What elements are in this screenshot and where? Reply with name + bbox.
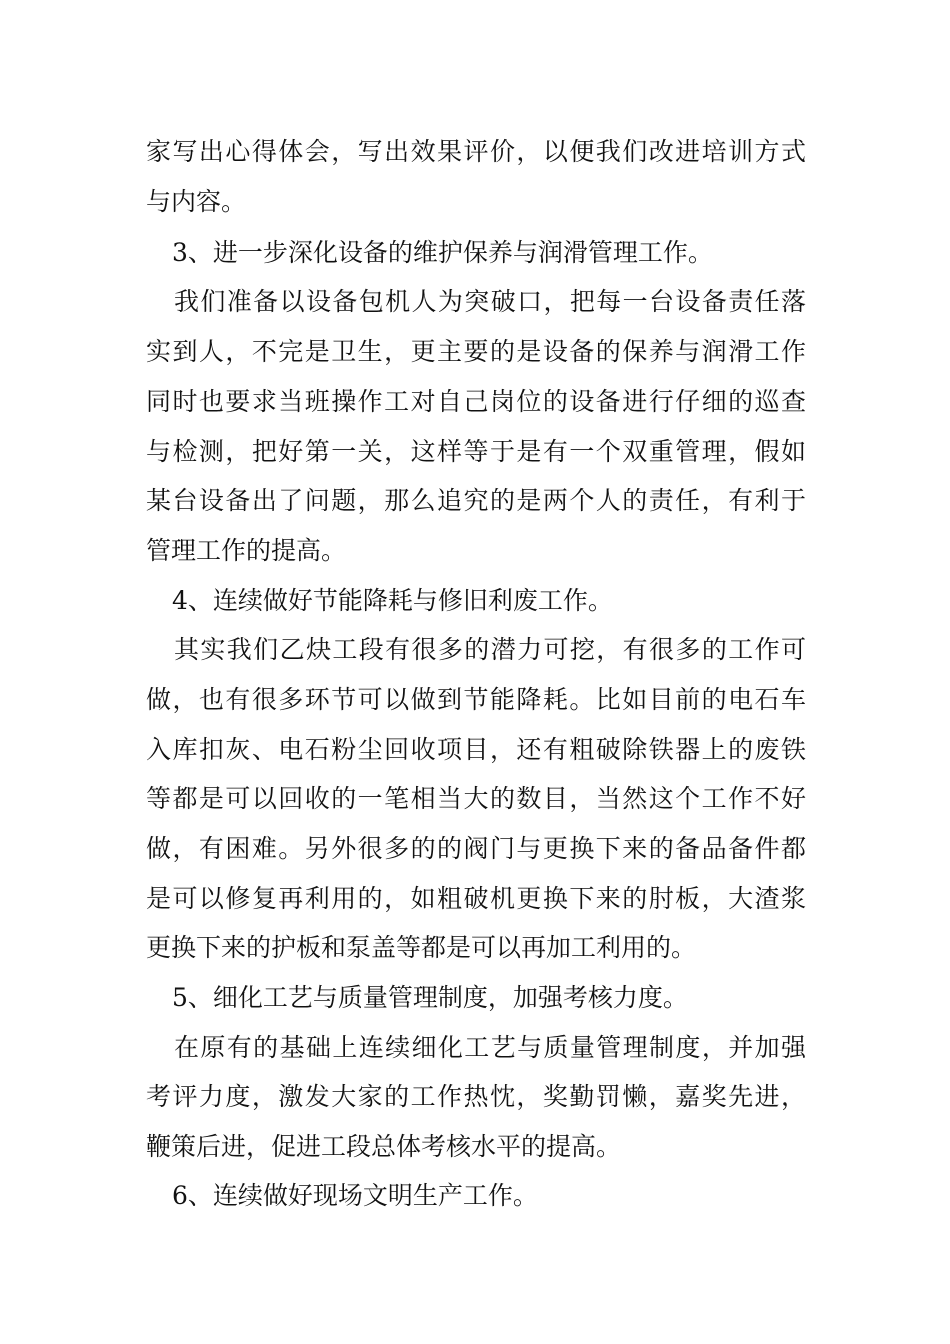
paragraph-line: 在原有的基础上连续细化工艺与质量管理制度，并加强: [174, 1033, 806, 1062]
paragraph-line: 与检测，把好第一关，这样等于是有一个双重管理，假如: [146, 437, 806, 466]
paragraph-line: 更换下来的护板和泵盖等都是可以再加工利用的。: [146, 933, 697, 962]
paragraph-line: 鞭策后进，促进工段总体考核水平的提高。: [146, 1132, 622, 1161]
paragraph-line: 做，也有很多环节可以做到节能降耗。比如目前的电石车: [146, 685, 806, 714]
paragraph-line: 管理工作的提高。: [146, 536, 347, 565]
paragraph-line: 我们准备以设备包机人为突破口，把每一台设备责任落: [174, 287, 806, 316]
section-heading-3: 3、进一步深化设备的维护保养与润滑管理工作。: [172, 238, 713, 267]
paragraph-line: 与内容。: [146, 187, 247, 216]
paragraph-line: 同时也要求当班操作工对自己岗位的设备进行仔细的巡查: [146, 387, 806, 416]
paragraph-line: 做，有困难。另外很多的的阀门与更换下来的备品备件都: [146, 834, 806, 863]
paragraph-line: 家写出心得体会，写出效果评价，以便我们改进培训方式: [146, 137, 806, 166]
paragraph-line: 其实我们乙炔工段有很多的潜力可挖，有很多的工作可: [174, 635, 806, 664]
paragraph-line: 入库扣灰、电石粉尘回收项目，还有粗破除铁器上的废铁: [146, 735, 806, 764]
paragraph-line: 是可以修复再利用的，如粗破机更换下来的肘板，大渣浆: [146, 884, 806, 913]
paragraph-line: 实到人，不完是卫生，更主要的是设备的保养与润滑工作: [146, 337, 806, 366]
paragraph-line: 等都是可以回收的一笔相当大的数目，当然这个工作不好: [146, 784, 806, 813]
section-heading-5: 5、细化工艺与质量管理制度，加强考核力度。: [172, 983, 688, 1012]
paragraph-line: 考评力度，激发大家的工作热忱，奖勤罚懒，嘉奖先进，: [146, 1082, 806, 1111]
section-heading-6: 6、连续做好现场文明生产工作。: [172, 1181, 538, 1210]
section-heading-4: 4、连续做好节能降耗与修旧利废工作。: [172, 586, 613, 615]
paragraph-line: 某台设备出了问题，那么追究的是两个人的责任，有利于: [146, 486, 806, 515]
